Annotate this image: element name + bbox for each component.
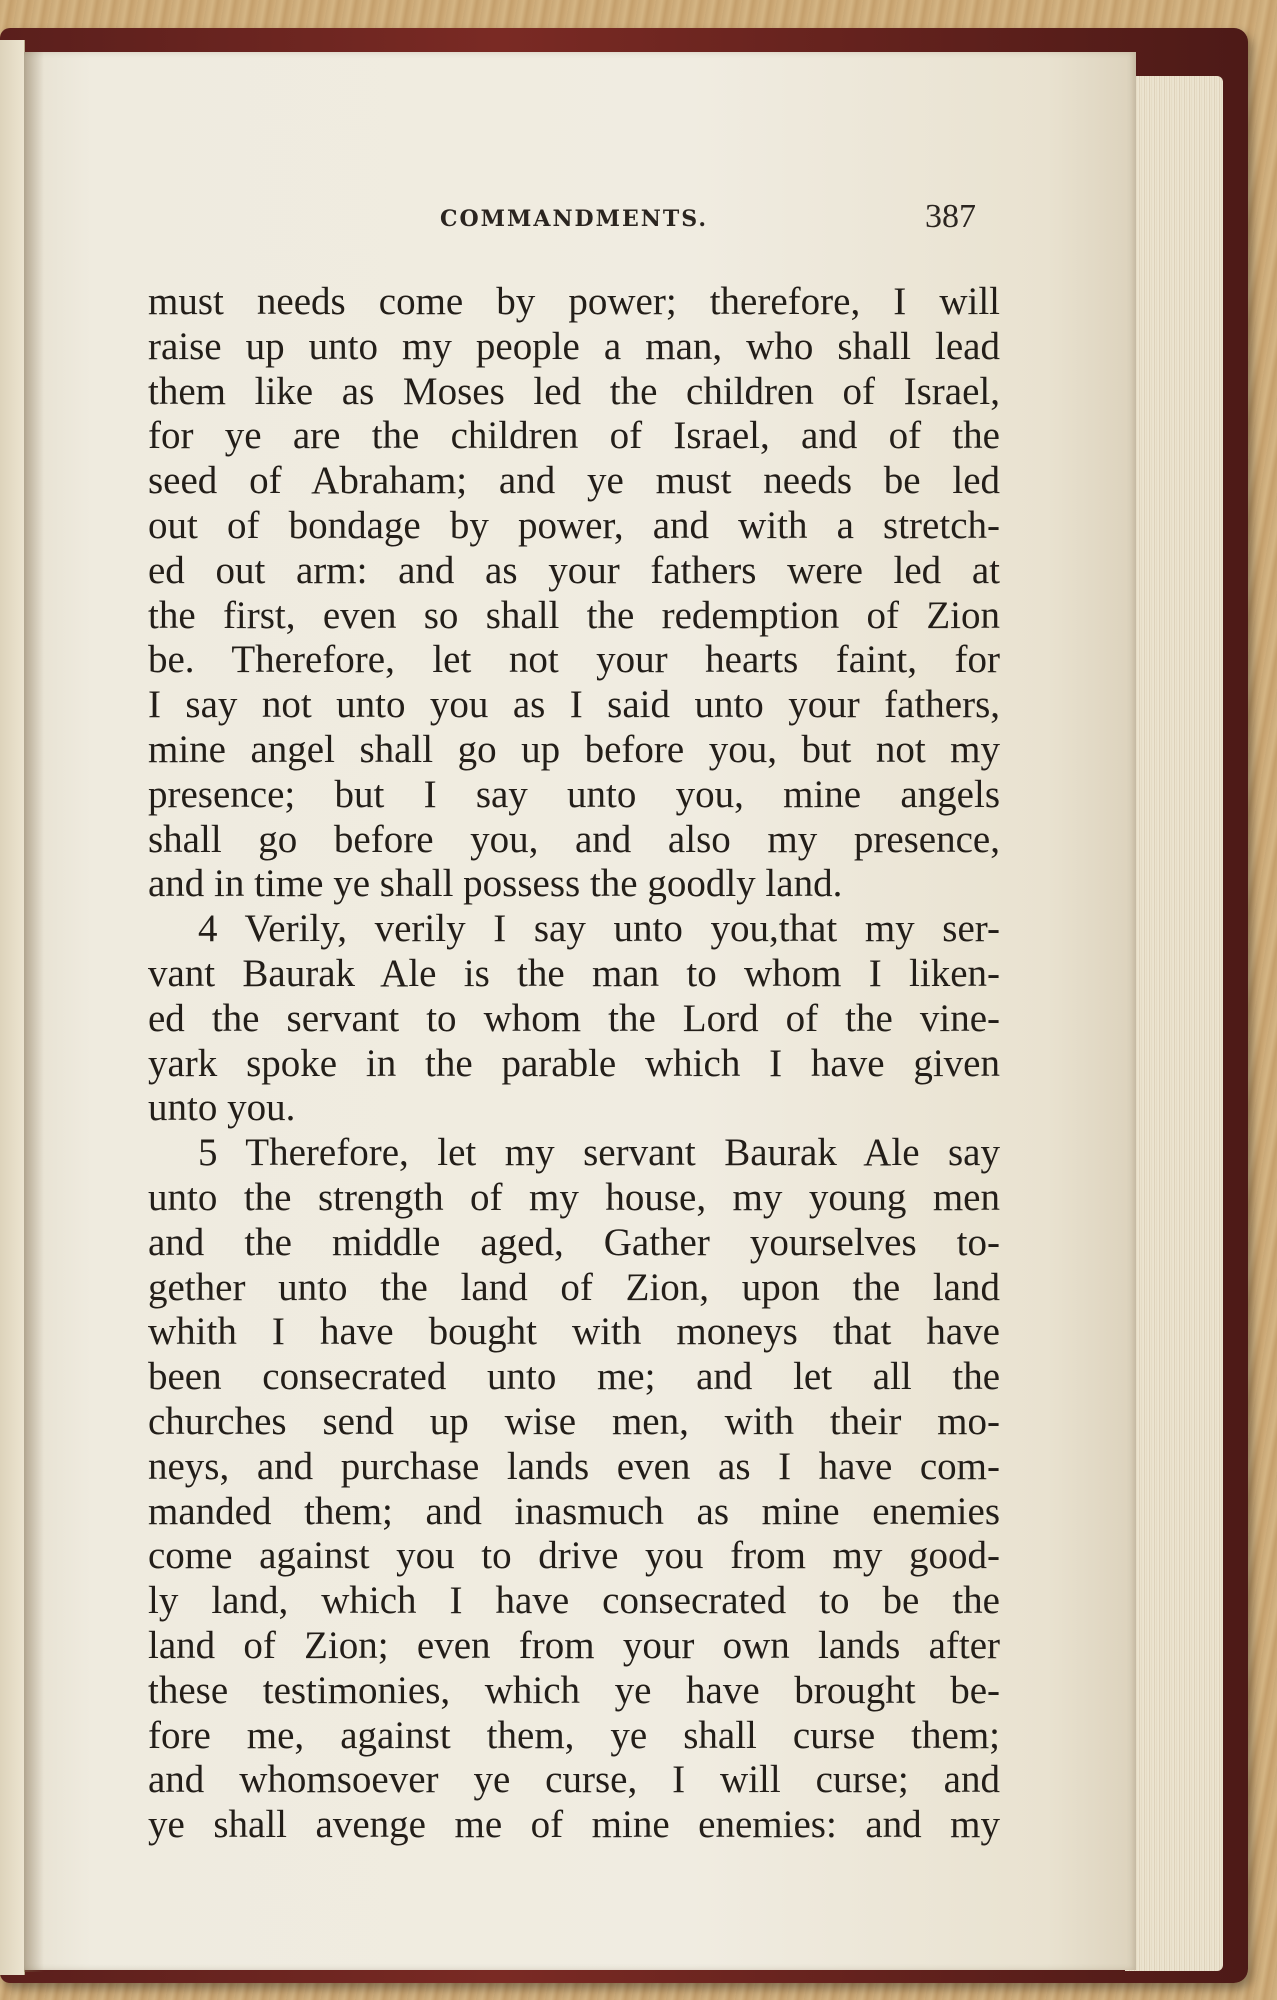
text-line: I say not unto you as I said unto your fathers, [148,683,1000,727]
text-line: the first, even so shall the redemption of Zion [148,593,1000,637]
text-line: unto you. [148,1086,296,1130]
text-line: be. Therefore, let not your hearts faint, for [148,638,1000,682]
page-gutter-shadow [24,52,44,1972]
text-line: ly land, which I have consecrated to be the [148,1579,1000,1623]
text-line: been consecrated unto me; and let all the [148,1355,1000,1399]
text-line: for ye are the children of Israel, and of the [148,414,1000,458]
running-title: COMMANDMENTS. [440,206,708,232]
text-line: gether unto the land of Zion, upon the land [148,1265,1000,1309]
text-line: churches send up wise men, with their mo- [148,1399,1000,1443]
text-line: vant Baurak Ale is the man to whom I liken- [148,951,1000,995]
text-line: fore me, against them, ye shall curse them; [148,1713,1000,1757]
text-line: and in time ye shall possess the goodly land. [148,862,843,906]
text-line: unto the strength of my house, my young men [148,1175,1000,1219]
text-line: yark spoke in the parable which I have given [148,1041,1000,1085]
text-line: must needs come by power; therefore, I will [148,280,1000,323]
text-line: whith I have bought with moneys that have [148,1310,1000,1354]
text-line: ed the servant to whom the Lord of the vine- [148,996,1000,1040]
page-number: 387 [925,198,976,235]
text-line: and whomsoever ye curse, I will curse; and [148,1758,1000,1802]
text-line: manded them; and inasmuch as mine enemies [148,1489,1000,1533]
text-line: land of Zion; even from your own lands after [148,1623,1000,1667]
text-line: neys, and purchase lands even as I have com- [148,1444,1000,1488]
facing-page-edge [0,40,25,1975]
text-line: ed out arm: and as your fathers were led at [148,548,1000,592]
verse-5-line: 5 Therefore, let my servant Baurak Ale say [198,1131,1000,1175]
text-line: presence; but I say unto you, mine angels [148,772,1000,816]
text-line: raise up unto my people a man, who shall lead [148,324,1000,368]
text-line: seed of Abraham; and ye must needs be led [148,459,1000,503]
body-text [148,280,1000,1848]
text-line: shall go before you, and also my presence, [148,817,1000,861]
page-edges [1125,76,1223,1971]
text-line: them like as Moses led the children of Israel, [148,369,1000,413]
text-line: come against you to drive you from my good- [148,1534,1000,1578]
text-line: mine angel shall go up before you, but not my [148,727,1000,771]
verse-4-line: 4 Verily, verily I say unto you,that my ser- [198,907,1000,951]
text-line: ye shall avenge me of mine enemies: and my [148,1803,1000,1847]
text-line: out of bondage by power, and with a stretch- [148,503,1000,547]
text-line: and the middle aged, Gather yourselves to- [148,1220,1000,1264]
text-line: these testimonies, which ye have brought be- [148,1668,1000,1712]
